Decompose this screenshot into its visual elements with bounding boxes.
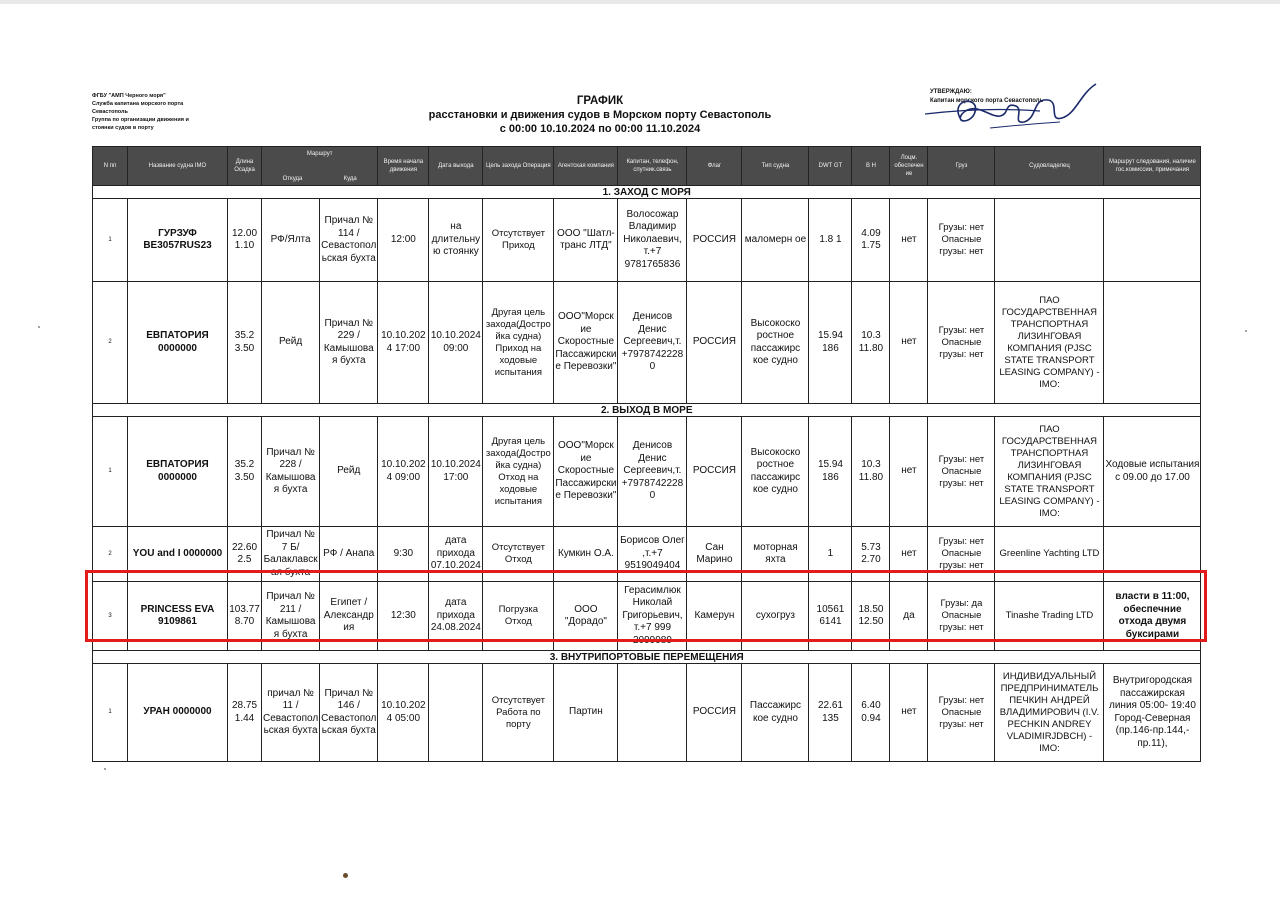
org-line: Группа по организации движения и xyxy=(92,117,189,123)
cell-beam-height: 18.50 12.50 xyxy=(852,582,890,651)
cell-route-to: Причал № 114 / Севастопол ьская бухта xyxy=(320,199,378,282)
section-header xyxy=(93,651,1201,664)
cell-vessel-name: ЕВПАТОРИЯ 0000000 xyxy=(128,282,228,404)
col-captain: Капитан, телефон, спутник.связь xyxy=(618,147,687,186)
cell-row-number: 1 xyxy=(93,199,128,282)
cell-beam-height: 4.09 1.75 xyxy=(852,199,890,282)
cell-vessel-type: Высокоско ростное пассажирс кое судно xyxy=(742,282,809,404)
table-row xyxy=(93,664,1201,762)
cell-route-from: РФ/Ялта xyxy=(262,199,320,282)
cell-vessel-name: YOU and I 0000000 xyxy=(128,527,228,582)
page-edge xyxy=(0,0,1280,4)
cell-exit-date: дата прихода 07.10.2024 xyxy=(429,527,483,582)
cell-cargo: Грузы: да Опасные грузы: нет xyxy=(928,582,995,651)
scan-mark xyxy=(343,873,348,878)
cell-cargo: Грузы: нет Опасные грузы: нет xyxy=(928,199,995,282)
col-owner: Судовладелец xyxy=(995,147,1104,186)
highlight-box xyxy=(85,570,1207,642)
table-row xyxy=(93,199,1201,282)
cell-exit-date: дата прихода 24.08.2024 xyxy=(429,582,483,651)
cell-dwt-gt: 1 xyxy=(809,527,852,582)
col-route-from: Откуда xyxy=(282,176,303,182)
cell-agent: Кумкин О.А. xyxy=(554,527,618,582)
cell-length-draft: 35.2 3.50 xyxy=(228,282,262,404)
cell-purpose: Отсутствует Приход xyxy=(483,199,554,282)
section-title: 2. ВЫХОД В МОРЕ xyxy=(93,404,1201,417)
cell-notes xyxy=(1104,282,1201,404)
org-line: Севастополь xyxy=(92,109,128,115)
cell-owner: Greenline Yachting LTD xyxy=(995,527,1104,582)
cell-beam-height: 5.73 2.70 xyxy=(852,527,890,582)
cell-agent: ООО "Шатл-транс ЛТД" xyxy=(554,199,618,282)
cell-pilot: нет xyxy=(890,527,928,582)
cell-length-draft: 12.00 1.10 xyxy=(228,199,262,282)
col-exit-date: Дата выхода xyxy=(429,147,483,186)
cell-cargo: Грузы: нет Опасные грузы: нет xyxy=(928,664,995,762)
col-dwt: DWT GT xyxy=(809,147,852,186)
scan-speck xyxy=(1245,330,1247,332)
signature-icon xyxy=(920,78,1120,138)
cell-route-from: Рейд xyxy=(262,282,320,404)
cell-exit-date: 10.10.2024 17:00 xyxy=(429,417,483,527)
cell-owner: ПАО ГОСУДАРСТВЕННАЯ ТРАНСПОРТНАЯ ЛИЗИНГОВАЯ КОМПАНИЯ (PJSC STATE TRANSPORT LEASING COMPANY) - IMO: xyxy=(995,282,1104,404)
col-purpose: Цель захода Операция xyxy=(483,147,554,186)
cell-captain: Денисов Денис Сергеевич,т. +7978742228 0 xyxy=(618,417,687,527)
cell-pilot: нет xyxy=(890,199,928,282)
cell-start-time: 10.10.202 4 09:00 xyxy=(378,417,429,527)
cell-dwt-gt: 10561 6141 xyxy=(809,582,852,651)
cell-vessel-name: PRINCESS EVA 9109861 xyxy=(128,582,228,651)
cell-length-draft: 28.75 1.44 xyxy=(228,664,262,762)
cell-start-time: 12:00 xyxy=(378,199,429,282)
col-route-sub xyxy=(262,175,377,183)
org-line: Служба капитана морского порта xyxy=(92,101,184,107)
cell-dwt-gt: 15.94 186 xyxy=(809,282,852,404)
col-bh: B H xyxy=(852,147,890,186)
col-pilot: Лоцм. обеспечен ие xyxy=(890,147,928,186)
col-route-notes: Маршрут следования, наличие гос.комиссии, примечания xyxy=(1104,147,1201,186)
cell-vessel-type: моторная яхта xyxy=(742,527,809,582)
col-route xyxy=(262,147,378,186)
scan-speck xyxy=(38,326,40,328)
cell-route-from: причал № 11 / Севастопол ьская бухта xyxy=(262,664,320,762)
cell-notes: власти в 11:00, обеспечние отхода двумя буксирами xyxy=(1104,582,1201,651)
cell-purpose: Другая цель захода(Достро йка судна) Отход на ходовые испытания xyxy=(483,417,554,527)
cell-cargo: Грузы: нет Опасные грузы: нет xyxy=(928,417,995,527)
document-period: с 00:00 10.10.2024 по 00:00 11.10.2024 xyxy=(499,123,701,135)
cell-length-draft: 35.2 3.50 xyxy=(228,417,262,527)
cell-notes: Внутригородская пассажирская линия 05:00- 19:40 Город-Северная (пр.146-пр.144,-пр.11), xyxy=(1104,664,1201,762)
cell-flag: РОССИЯ xyxy=(687,199,742,282)
cell-pilot: нет xyxy=(890,664,928,762)
col-vessel: Название судна IMO xyxy=(128,147,228,186)
cell-row-number: 2 xyxy=(93,527,128,582)
cell-notes xyxy=(1104,199,1201,282)
cell-start-time: 10.10.202 4 17:00 xyxy=(378,282,429,404)
cell-route-from: Причал № 211 / Камышова я бухта xyxy=(262,582,320,651)
col-type: Тип судна xyxy=(742,147,809,186)
org-line: ФГБУ "АМП Черного моря" xyxy=(92,93,166,99)
cell-owner: ИНДИВИДУАЛЬНЫЙ ПРЕДПРИНИМАТЕЛЬ ПЕЧКИН АНДРЕЙ ВЛАДИМИРОВИЧ (I.V. PECHKIN ANDREY VLADIMIRJDBCH) - IMO: xyxy=(995,664,1104,762)
section-header xyxy=(93,186,1201,199)
cell-vessel-type: сухогруз xyxy=(742,582,809,651)
cell-start-time: 12:30 xyxy=(378,582,429,651)
col-agent: Агентская компания xyxy=(554,147,618,186)
cell-captain: Борисов Олег ,т.+7 9519049404 xyxy=(618,527,687,582)
cell-row-number: 1 xyxy=(93,664,128,762)
section-header xyxy=(93,404,1201,417)
cell-dwt-gt: 15.94 186 xyxy=(809,417,852,527)
cell-captain: Денисов Денис Сергеевич,т. +7978742228 0 xyxy=(618,282,687,404)
cell-exit-date: на длительну ю стоянку xyxy=(429,199,483,282)
cell-length-draft: 103.77 8.70 xyxy=(228,582,262,651)
cell-owner: Tinashe Trading LTD xyxy=(995,582,1104,651)
cell-captain: Герасимлюк Николай Григорьевич, т.+7 999 2099989 xyxy=(618,582,687,651)
cell-owner xyxy=(995,199,1104,282)
cell-route-from: Причал № 7 Б/ Балаклавск ая бухта xyxy=(262,527,320,582)
table-row xyxy=(93,417,1201,527)
cell-purpose: Отсутствует Работа по порту xyxy=(483,664,554,762)
document-title-block xyxy=(400,94,800,136)
approve-title: УТВЕРЖДАЮ: xyxy=(930,89,972,95)
col-start-time: Время начала движения xyxy=(378,147,429,186)
col-route-title: Маршрут xyxy=(306,151,333,157)
cell-vessel-name: УРАН 0000000 xyxy=(128,664,228,762)
cell-start-time: 9:30 xyxy=(378,527,429,582)
cell-route-to: Рейд xyxy=(320,417,378,527)
table-body xyxy=(93,186,1201,762)
cell-route-to: Причал № 146 / Севастопол ьская бухта xyxy=(320,664,378,762)
cell-agent: ООО"Морск ие Скоростные Пассажирски е Перевозки" xyxy=(554,282,618,404)
cell-flag: Сан Марино xyxy=(687,527,742,582)
col-length: Длина Осадка xyxy=(228,147,262,186)
col-cargo: Груз xyxy=(928,147,995,186)
cell-beam-height: 6.40 0.94 xyxy=(852,664,890,762)
cell-agent: ООО "Дорадо" xyxy=(554,582,618,651)
cell-flag: РОССИЯ xyxy=(687,282,742,404)
organization-header xyxy=(92,92,242,132)
approve-line: Капитан морского порта Севастополь xyxy=(930,98,1044,104)
col-route-to: Куда xyxy=(343,176,357,182)
cell-owner: ПАО ГОСУДАРСТВЕННАЯ ТРАНСПОРТНАЯ ЛИЗИНГОВАЯ КОМПАНИЯ (PJSC STATE TRANSPORT LEASING COMPANY) - IMO: xyxy=(995,417,1104,527)
org-line: стоянки судов в порту xyxy=(92,125,154,131)
cell-vessel-type: маломерн ое xyxy=(742,199,809,282)
document-subtitle: расстановки и движения судов в Морском порту Севастополь xyxy=(428,109,772,121)
cell-length-draft: 22.60 2.5 xyxy=(228,527,262,582)
cell-row-number: 3 xyxy=(93,582,128,651)
cell-agent: ООО"Морск ие Скоростные Пассажирски е Перевозки" xyxy=(554,417,618,527)
cell-flag: РОССИЯ xyxy=(687,664,742,762)
cell-vessel-type: Высокоско ростное пассажирс кое судно xyxy=(742,417,809,527)
cell-dwt-gt: 1.8 1 xyxy=(809,199,852,282)
cell-pilot: нет xyxy=(890,417,928,527)
cell-exit-date: 10.10.2024 09:00 xyxy=(429,282,483,404)
cell-purpose: Другая цель захода(Достро йка судна) Приход на ходовые испытания xyxy=(483,282,554,404)
section-title: 3. ВНУТРИПОРТОВЫЕ ПЕРЕМЕЩЕНИЯ xyxy=(93,651,1201,664)
table-row xyxy=(93,282,1201,404)
cell-dwt-gt: 22.61 135 xyxy=(809,664,852,762)
cell-purpose: Погрузка Отход xyxy=(483,582,554,651)
cell-exit-date xyxy=(429,664,483,762)
approval-block xyxy=(930,88,1130,106)
col-flag: Флаг xyxy=(687,147,742,186)
cell-beam-height: 10.3 11.80 xyxy=(852,282,890,404)
cell-row-number: 1 xyxy=(93,417,128,527)
section-title: 1. ЗАХОД С МОРЯ xyxy=(93,186,1201,199)
cell-route-to: Египет / Александр ия xyxy=(320,582,378,651)
col-num: N пп xyxy=(93,147,128,186)
cell-pilot: нет xyxy=(890,282,928,404)
cell-captain: Волосожар Владимир Николаевич, т.+7 9781765836 xyxy=(618,199,687,282)
cell-flag: Камерун xyxy=(687,582,742,651)
cell-route-from: Причал № 228 / Камышова я бухта xyxy=(262,417,320,527)
scan-speck xyxy=(104,768,106,770)
schedule-table xyxy=(92,146,1201,762)
cell-vessel-name: ЕВПАТОРИЯ 0000000 xyxy=(128,417,228,527)
cell-beam-height: 10.3 11.80 xyxy=(852,417,890,527)
document-title: ГРАФИК xyxy=(576,95,624,107)
cell-route-to: Причал № 229 / Камышова я бухта xyxy=(320,282,378,404)
cell-agent: Партин xyxy=(554,664,618,762)
cell-route-to: РФ / Анапа xyxy=(320,527,378,582)
cell-start-time: 10.10.202 4 05:00 xyxy=(378,664,429,762)
cell-cargo: Грузы: нет Опасные грузы: нет xyxy=(928,527,995,582)
table-header xyxy=(93,147,1201,186)
cell-captain xyxy=(618,664,687,762)
cell-vessel-type: Пассажирс кое судно xyxy=(742,664,809,762)
cell-notes: Ходовые испытания с 09.00 до 17.00 xyxy=(1104,417,1201,527)
cell-pilot: да xyxy=(890,582,928,651)
cell-cargo: Грузы: нет Опасные грузы: нет xyxy=(928,282,995,404)
cell-flag: РОССИЯ xyxy=(687,417,742,527)
cell-purpose: Отсутствует Отход xyxy=(483,527,554,582)
cell-vessel-name: ГУРЗУФ BE3057RUS23 xyxy=(128,199,228,282)
cell-row-number: 2 xyxy=(93,282,128,404)
